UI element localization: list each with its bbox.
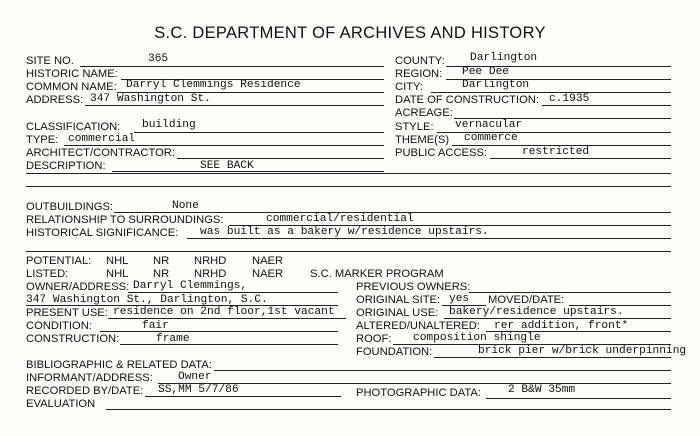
construction-label: CONSTRUCTION: (26, 333, 120, 345)
original-use-label: ORIGINAL USE: (356, 307, 439, 319)
themes-label: THEME(S) (395, 134, 450, 146)
roof-value: composition shingle (413, 332, 541, 344)
address-label: ADDRESS: (26, 94, 84, 106)
original-site-value: yes (449, 293, 470, 305)
relationship-label: RELATIONSHIP TO SURROUNDINGS: (26, 214, 224, 226)
potential-naer: NAER (252, 255, 284, 267)
city-value: Darlington (462, 79, 530, 91)
region-value: Pee Dee (462, 66, 509, 78)
condition-label: CONDITION: (26, 320, 92, 332)
owner-address-label: OWNER/ADDRESS: (26, 281, 130, 293)
style-value: vernacular (455, 119, 523, 131)
date-construction-line (542, 105, 671, 106)
potential-nhl: NHL (106, 255, 129, 267)
listed-nhl: NHL (106, 268, 129, 280)
recorded-by-label: RECORDED BY/DATE: (26, 385, 144, 397)
historic-name-label: HISTORIC NAME: (26, 68, 118, 80)
altered-label: ALTERED/UNALTERED: (356, 320, 480, 332)
informant-value: Owner (178, 371, 212, 383)
potential-nrhd: NRHD (194, 255, 227, 267)
form-title: S.C. DEPARTMENT OF ARCHIVES AND HISTORY (154, 24, 546, 42)
date-construction-value: c.1935 (549, 93, 590, 105)
outbuildings-value: None (172, 200, 199, 212)
construction-line (120, 344, 338, 345)
marker-program-label: S.C. MARKER PROGRAM (310, 268, 444, 280)
foundation-line (434, 357, 671, 358)
foundation-value: brick pier w/brick underpinning (478, 345, 687, 357)
common-name-value: Darryl Clemmings Residence (126, 79, 301, 91)
significance-value: was built as a bakery w/residence upstairs. (200, 226, 489, 238)
description-label: DESCRIPTION: (26, 160, 106, 172)
potential-nr: NR (153, 255, 170, 267)
site-no-line (80, 66, 384, 67)
present-use-label: PRESENT USE: (26, 307, 108, 319)
photographic-line (486, 398, 671, 399)
city-label: CITY: (395, 81, 423, 93)
photographic-value: 2 B&W 35mm (508, 384, 576, 396)
significance-extra-line (26, 251, 671, 252)
recorded-by-value: SS,MM 5/7/86 (158, 384, 239, 396)
type-line (64, 145, 384, 146)
outbuildings-label: OUTBUILDINGS: (26, 201, 114, 213)
bibliographic-label: BIBLIOGRAPHIC & RELATED DATA: (26, 359, 212, 371)
listed-nr: NR (153, 268, 170, 280)
site-no-value: 365 (148, 53, 169, 65)
foundation-label: FOUNDATION: (356, 346, 433, 358)
significance-line (187, 238, 671, 239)
construction-value: frame (156, 333, 190, 345)
public-access-value: restricted (522, 146, 590, 158)
date-construction-label: DATE OF CONSTRUCTION: (395, 94, 539, 106)
original-use-value: bakery/residence upstairs. (449, 306, 624, 318)
roof-label: ROOF: (356, 333, 392, 345)
previous-owners-line (469, 292, 671, 293)
address-value: 347 Washington St. (90, 93, 211, 105)
themes-value: commerce (464, 132, 518, 144)
address-line (85, 105, 384, 106)
present-use-line (108, 318, 346, 319)
original-site-label: ORIGINAL SITE: (356, 294, 441, 306)
condition-value: fair (142, 320, 169, 332)
original-use-line (444, 318, 671, 319)
relationship-value: commercial/residential (266, 213, 414, 225)
public-access-line (490, 158, 671, 159)
recorded-by-line (145, 396, 341, 397)
evaluation-line (106, 409, 671, 410)
region-label: REGION: (395, 68, 443, 80)
listed-naer: NAER (252, 268, 284, 280)
description-value: SEE BACK (200, 160, 254, 172)
potential-label: POTENTIAL: (26, 255, 92, 267)
owner-address-line (128, 292, 338, 293)
altered-value: rer addition, front* (494, 320, 629, 332)
type-value: commercial (68, 133, 136, 145)
moved-date-label: MOVED/DATE: (488, 294, 565, 306)
public-access-label: PUBLIC ACCESS: (395, 147, 488, 159)
description-extra-line-1 (26, 173, 671, 174)
bibliographic-line (214, 370, 671, 371)
style-label: STYLE: (395, 121, 434, 133)
classification-value: building (142, 119, 196, 131)
photographic-label: PHOTOGRAPHIC DATA: (356, 387, 481, 399)
architect-line (177, 158, 384, 159)
county-label: COUNTY: (395, 55, 445, 67)
significance-label: HISTORICAL SIGNIFICANCE: (26, 227, 179, 239)
condition-line (100, 331, 338, 332)
type-label: TYPE: (26, 134, 59, 146)
architect-label: ARCHITECT/CONTRACTOR: (26, 147, 175, 159)
owner-line2-value: 347 Washington St., Darlington, S.C. (26, 294, 268, 306)
informant-label: INFORMANT/ADDRESS: (26, 372, 153, 384)
present-use-value: residence on 2nd floor,1st vacant (113, 306, 335, 318)
acreage-label: ACREAGE: (395, 107, 453, 119)
listed-label: LISTED: (26, 268, 69, 280)
county-value: Darlington (470, 52, 538, 64)
classification-label: CLASSIFICATION: (26, 121, 121, 133)
owner-line1-value: Darryl Clemmings, (133, 280, 248, 292)
listed-nrhd: NRHD (194, 268, 227, 280)
site-no-label: SITE NO. (26, 55, 74, 67)
description-extra-line-2 (26, 186, 671, 187)
classification-line (134, 132, 384, 133)
previous-owners-label: PREVIOUS OWNERS: (356, 281, 471, 293)
evaluation-label: EVALUATION (26, 398, 96, 410)
common-name-label: COMMON NAME: (26, 81, 117, 93)
